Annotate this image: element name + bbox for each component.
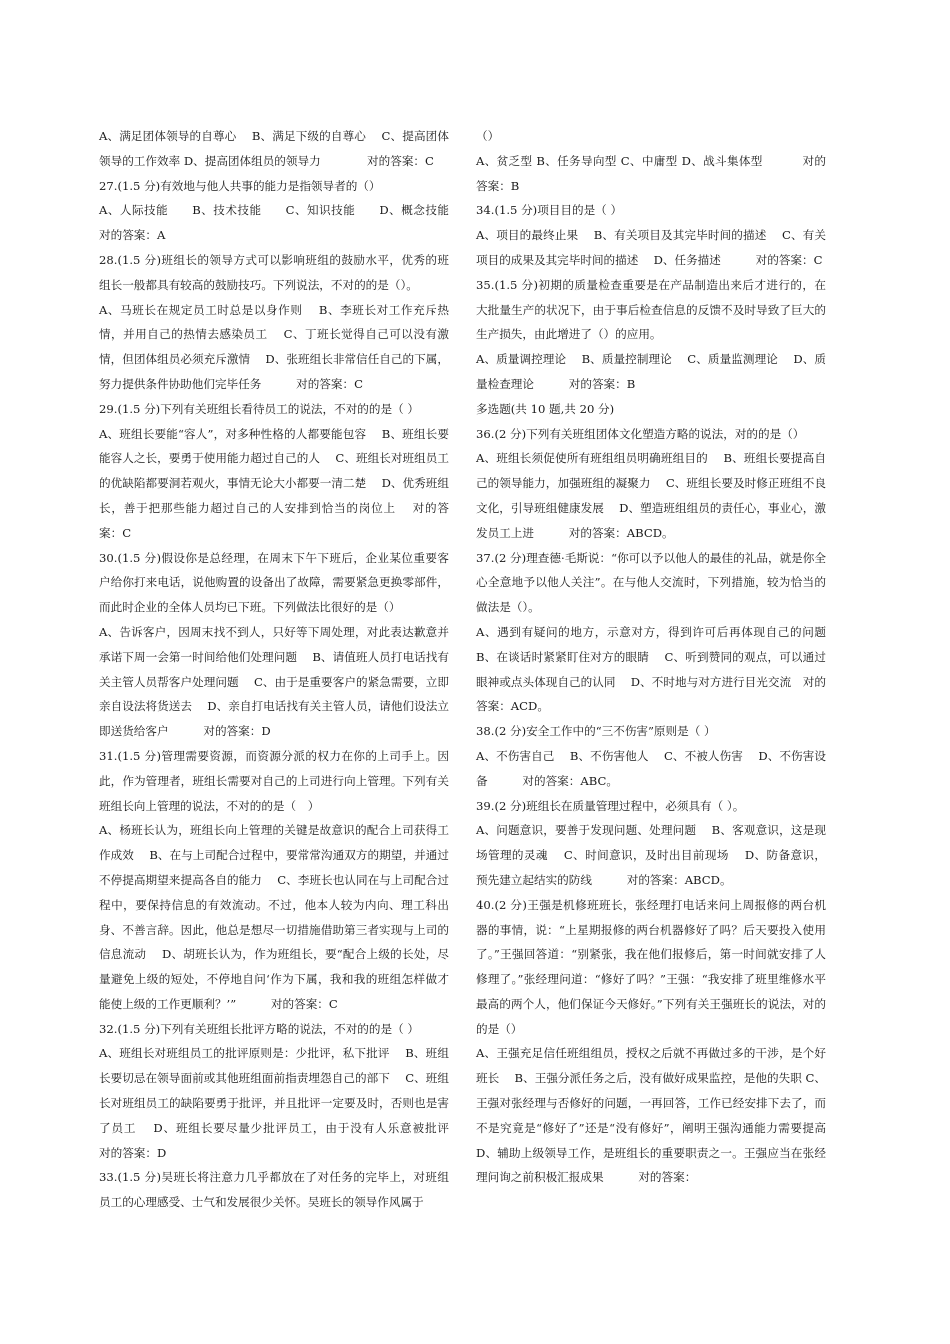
- options-29: A、班组长要能“容人”，对多种性格的人都要能包容 B、班组长要能容人之长，要勇于使用能力超过自己的人 C、班组长对班组员工的优缺陷都要洞若观火，事情无论大小都要一清二楚 D、优秀班组长，善于把那些能力超过自己的人安排到恰当的岗位上 对的答案：C: [99, 426, 449, 540]
- question-35: 35.(1.5 分)初期的质量检查重要是在产品制造出来后才进行的，在大批量生产的状况下，由于事后检查信息的反馈不及时导致了巨大的生产损失，由此增进了（）的应用。: [476, 277, 826, 342]
- question-33: 33.(1.5 分)吴班长将注意力几乎都放在了对任务的完毕上，对班组员工的心理感受、士气和发展很少关怀。吴班长的领导作风属于: [99, 1170, 449, 1210]
- options-30: A、告诉客户，因周末找不到人，只好等下周处理，对此表达歉意并承诺下周一会第一时间给他们处理问题 B、请值班人员打电话找有关主管人员帮客户处理问题 C、由于是重要客户的紧急需要，立即亲自设法将货送去 D、亲自打电话找有关主管人员，请他们设法立即送货给客户 对的答案：D: [99, 624, 449, 739]
- question-33-continued: （）: [476, 129, 500, 143]
- options-38: A、不伤害自己 B、不伤害他人 C、不被人伤害 D、不伤害设备 对的答案：ABC。: [476, 748, 826, 788]
- options-36: A、班组长须促使所有班组组员明确班组目的 B、班组长要提高自己的领导能力，加强班组的凝聚力 C、班组长要及时修正班组不良文化，引导班组健康发展 D、塑造班组组员的责任心，事业心，激发员工上进 对的答案：ABCD。: [476, 451, 826, 540]
- options-31: A、杨班长认为，班组长向上管理的关键是故意识的配合上司获得工作成效 B、在与上司配合过程中，要常常沟通双方的期望，并通过不停提高期望来提高各自的能力 C、李班长也认同在与上司配合过程中，要保持信息的有效流动。不过，他本人较为内向、理工科出身、不善言辞。因此，他总是想尽一切措施借助第三者实现与上司的信息流动 D、胡班长认为，作为班组长，要“配合上级的长处，尽量避免上级的短处，不停地自问‘作为下属，我和我的班组怎样做才能使上级的工作更顺利？’” 对的答案：C: [99, 823, 449, 1011]
- question-31: 31.(1.5 分)管理需要资源，而资源分派的权力在你的上司手上。因此，作为管理者，班组长需要对自己的上司进行向上管理。下列有关班组长向上管理的说法，不对的的是（ ）: [99, 748, 449, 813]
- question-39: 39.(2 分)班组长在质量管理过程中，必须具有（ ）。: [476, 798, 745, 813]
- options-27: A、人际技能 B、技术技能 C、知识技能 D、概念技能 对的答案：A: [99, 203, 473, 243]
- question-30: 30.(1.5 分)假设你是总经理，在周末下午下班后，企业某位重要客户给你打来电话，说他购置的设备出了故障，需要紧急更换零部件，而此时企业的全体人员均已下班。下列做法比很好的是（）: [99, 550, 449, 615]
- question-29: 29.(1.5 分)下列有关班组长看待员工的说法，不对的的是（ ）: [99, 401, 419, 416]
- right-column: [476, 124, 842, 1190]
- options-37: A、遇到有疑问的地方，示意对方，得到许可后再体现自己的问题 B、在谈话时紧紧盯住对方的眼睛 C、听到赞同的观点，可以通过眼神或点头体现自己的认同 D、不时地与对方进行目光交流 对的答案：ACD。: [476, 624, 826, 714]
- question-34: 34.(1.5 分)项目目的是（ ）: [476, 203, 623, 218]
- question-27: 27.(1.5 分)有效地与他人共事的能力是指领导者的（）: [99, 178, 381, 193]
- question-40: 40.(2 分)王强是机修班班长，张经理打电话来问上周报修的两台机器的事情，说：“上星期报修的两台机器修好了吗？后天要投入使用了。”王强回答道：“别紧张，我在他们报修后，第一时间就安排了人修理了。”张经理问道：“修好了吗？”王强：“我安排了班里维修水平最高的两个人，他们保证今天修好。”下列有关王强班长的说法，对的的是（）: [476, 897, 826, 1036]
- options-39: A、问题意识，要善于发现问题、处理问题 B、客观意识，这是现场管理的灵魂 C、时间意识，及时出目前现场 D、防备意识，预先建立起结实的防线 对的答案：ABCD。: [476, 823, 826, 887]
- question-36: 36.(2 分)下列有关班组团体文化塑造方略的说法，对的的是（）: [476, 426, 805, 441]
- left-column: [99, 124, 484, 1215]
- question-28: 28.(1.5 分)班组长的领导方式可以影响班组的鼓励水平，优秀的班组长一般都具有较高的鼓励技巧。下列说法，不对的的是（）。: [99, 252, 449, 292]
- question-38: 38.(2 分)安全工作中的“三不伤害”原则是（ ）: [476, 724, 716, 739]
- options-28: A、马班长在规定员工时总是以身作则 B、李班长对工作充斥热情，并用自己的热情去感染员工 C、丁班长觉得自己可以没有激情，但团体组员必须充斥激情 D、张班组长非常信任自己的下属，努力提供条件协助他们完毕任务 对的答案：C: [99, 302, 449, 391]
- options-32: A、班组长对班组员工的批评原则是：少批评，私下批评 B、班组长要切忌在领导面前或其他班组面前指责埋怨自己的部下 C、班组长对班组员工的缺陷要勇于批评，并且批评一定要及时，否则也是害了员工 D、班组长要尽量少批评员工，由于没有人乐意被批评 对的答案：D: [99, 1046, 484, 1160]
- options-34: A、项目的最终止果 B、有关项目及其完毕时间的描述 C、有关项目的成果及其完毕时间的描述 D、任务描述 对的答案：C: [476, 228, 826, 267]
- question-37: 37.(2 分)理查德·毛斯说：“你可以予以他人的最佳的礼品，就是你全心全意地予以他人关注”。在与他人交流时，下列措施，较为恰当的做法是（）。: [476, 550, 826, 615]
- options-40: A、王强充足信任班组组员，授权之后就不再做过多的干涉，是个好班长 B、王强分派任务之后，没有做好成果监控，是他的失职 C、王强对张经理与否修好的问题，一再回答，工作已经安排下去了，而不是究竟是“修好了”还是“没有修好”，阐明王强沟通能力需要提高 D、辅助上级领导工作，是班组长的重要职责之一。王强应当在张经理问询之前积极汇报成果 对的答案：: [476, 1046, 842, 1185]
- options-35: A、质量调控理论 B、质量控制理论 C、质量监测理论 D、质量检查理论 对的答案：B: [476, 352, 826, 391]
- question-32: 32.(1.5 分)下列有关班组长批评方略的说法，不对的的是（ ）: [99, 1021, 419, 1036]
- options-33: A、贫乏型 B、任务导向型 C、中庸型 D、战斗集体型 对的答案：B: [476, 153, 826, 193]
- answer-line-26: A、满足团体领导的自尊心 B、满足下级的自尊心 C、提高团体领导的工作效率 D、提高团体组员的领导力 对的答案：C: [99, 129, 449, 168]
- section-heading-multiple-choice: 多选题(共 10 题,共 20 分): [476, 401, 615, 416]
